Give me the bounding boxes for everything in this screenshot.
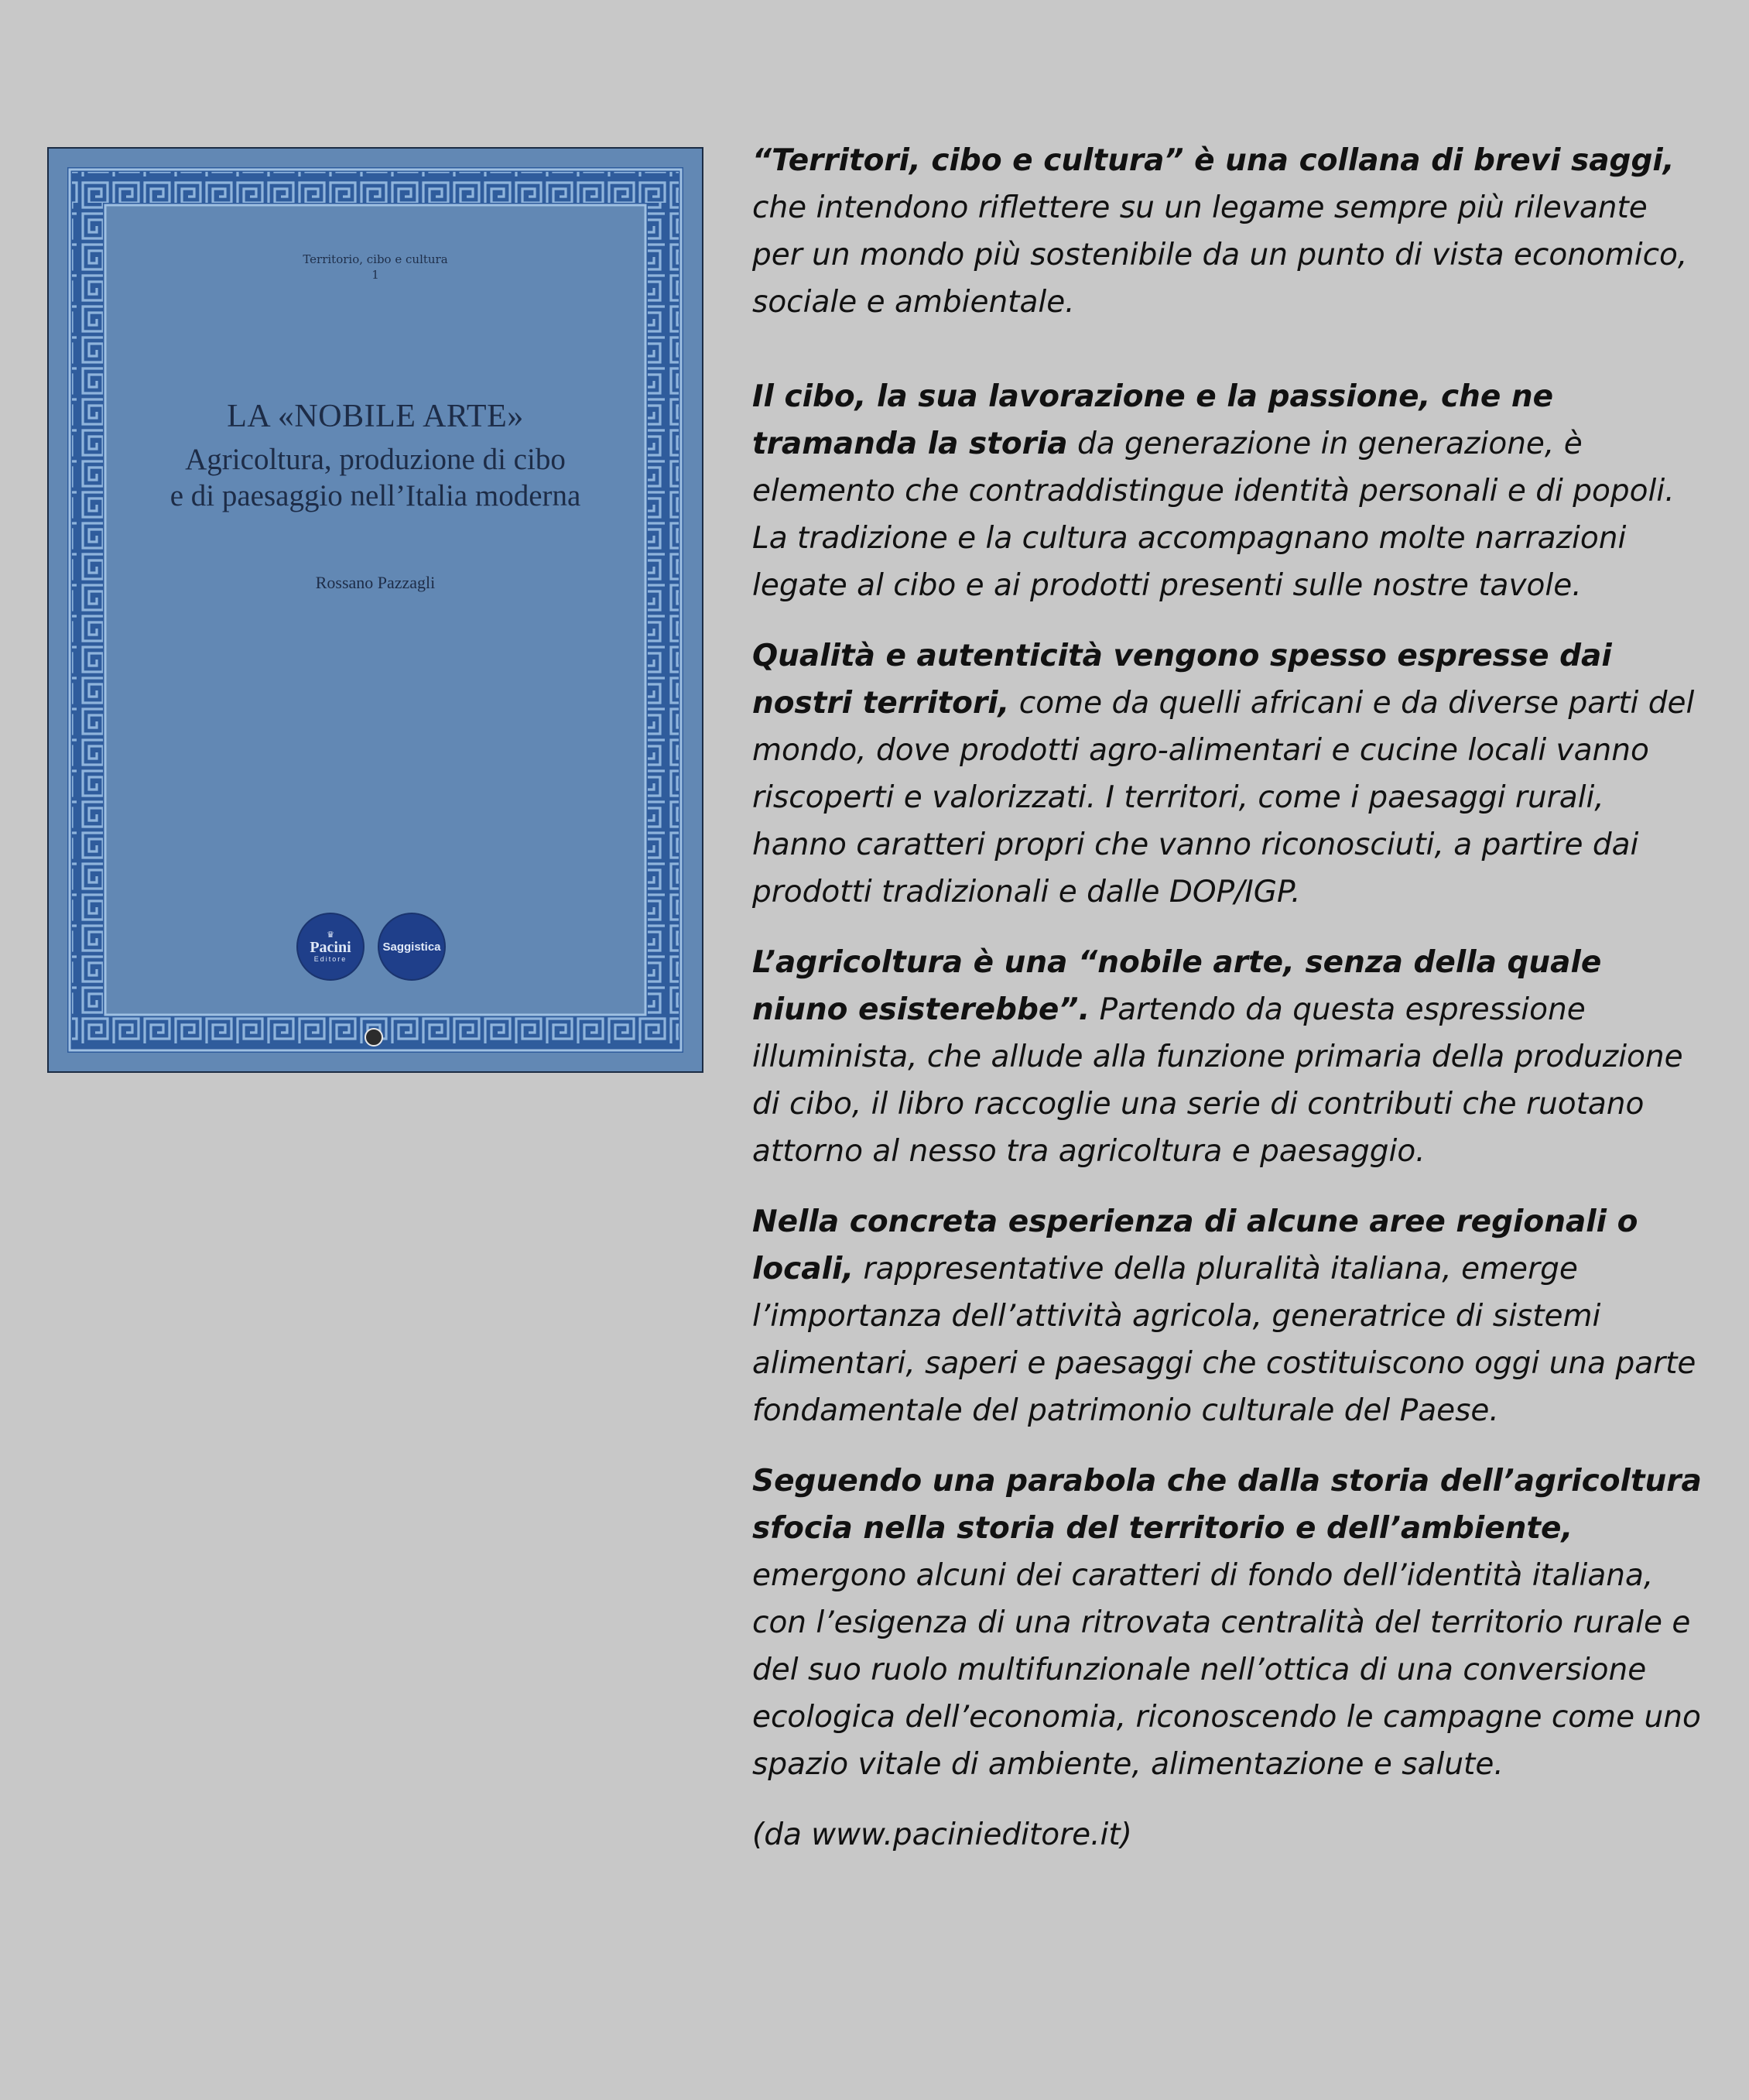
paragraph-body: Partendo da questa espressione illuminista, che allude alla funzione primaria della produzione di cibo, il libro raccoglie una serie di contributi che ruotano attorno al nesso tra agricoltura e paesaggio. — [752, 992, 1683, 1169]
paragraph — [752, 1198, 1704, 1434]
paragraph-lead: L’agricoltura è una “nobile arte, senza della quale niuno esisterebbe”. — [752, 945, 1602, 1027]
series-label — [49, 252, 702, 283]
paragraph-body: che intendono riflettere su un legame sempre più rilevante per un mondo più sostenibile da un punto di vista economico, sociale e ambientale. — [752, 190, 1688, 320]
book-description — [752, 137, 1704, 1858]
paragraph-body: rappresentative della pluralità italiana, emerge l’importanza dell’attività agricola, generatrice di sistemi alimentari, saperi e paesaggi che costituiscono oggi una parte fondamentale del patrimonio culturale del Paese. — [752, 1252, 1696, 1428]
book-subtitle — [49, 441, 702, 514]
paragraph-lead: Il cibo, la sua lavorazione e la passione, che ne tramanda la storia — [752, 379, 1554, 461]
saggistica-logo-name: Saggistica — [382, 940, 441, 954]
book-cover — [47, 147, 703, 1073]
pacini-logo-name: Pacini — [310, 939, 351, 956]
book-author: Rossano Pazzagli — [315, 573, 436, 592]
paragraph-lead: Nella concreta esperienza di alcune aree regionali o locali, — [752, 1204, 1638, 1286]
subtitle-line-1: Agricoltura, produzione di cibo — [185, 443, 566, 476]
paragraph — [752, 1458, 1704, 1788]
pacini-logo — [298, 914, 363, 979]
pacini-logo-sub: Editore — [313, 955, 347, 963]
paragraph — [752, 373, 1704, 609]
carousel-dot[interactable] — [365, 1028, 383, 1047]
paragraph-lead: Seguendo una parabola che dalla storia dell’agricoltura sfocia nella storia del territorio e dell’ambiente, — [752, 1464, 1702, 1546]
book-title: LA «NOBILE ARTE» — [227, 399, 524, 434]
saggistica-logo — [379, 914, 444, 979]
paragraph — [752, 137, 1704, 326]
paragraph-body: da generazione in generazione, è elemento che contraddistingue identità personali e di popoli. La tradizione e la cultura accompagnano molte narrazioni legate al cibo e ai prodotti presenti sulle nostre tavole. — [752, 427, 1675, 603]
subtitle-line-2: e di paesaggio nell’Italia moderna — [169, 479, 581, 512]
source-note: (da www.pacinieditore.it) — [752, 1817, 1132, 1852]
paragraph-lead: Qualità e autenticità vengono spesso espresse dai nostri territori, — [752, 639, 1612, 721]
paragraph — [752, 939, 1704, 1175]
paragraph-body: come da quelli africani e da diverse parti del mondo, dove prodotti agro-alimentari e cucine locali vanno riscoperti e valorizzati. I territori, come i paesaggi rurali, hanno caratteri propri che vanno riconosciuti, a partire dai prodotti tradizionali e dalle DOP/IGP. — [752, 686, 1695, 910]
paragraph-lead: “Territori, cibo e cultura” è una collana di brevi saggi, — [752, 143, 1675, 178]
series-number: 1 — [371, 268, 379, 282]
crown-icon: ♛ — [327, 930, 334, 940]
paragraph-body: emergono alcuni dei caratteri di fondo dell’identità italiana, con l’esigenza di una ritrovata centralità del territorio rurale e del suo ruolo multifunzionale nell’ottica di una conversione ecologica dell’economia, riconoscendo le campagne come uno spazio vitale di ambiente, alimentazione e salute. — [752, 1558, 1701, 1782]
greek-key-border — [49, 149, 702, 1071]
series-name: Territorio, cibo e cultura — [303, 252, 448, 266]
paragraph — [752, 632, 1704, 916]
